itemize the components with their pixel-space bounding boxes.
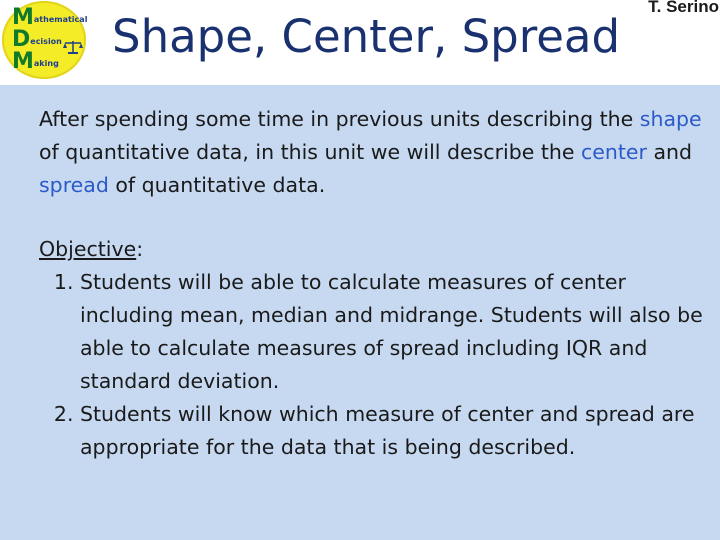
author-name: T. Serino [648,0,719,16]
keyword-center: center [581,140,647,164]
logo-letter: M [12,5,34,30]
balance-scale-icon [62,39,84,55]
objective-item: 1. Students will be able to calculate measures of center including mean, median and midrange. Students will also be able to calculate measures of spread including IQR and standard deviation. [80,266,714,398]
intro-text: of quantitative data, in this unit we will describe the [39,140,581,164]
objective-colon: : [136,237,144,261]
keyword-spread: spread [39,173,109,197]
objective-heading [39,233,714,266]
logo-word: ecision [30,37,62,46]
logo-letter: D [12,27,31,52]
intro-text: and [646,140,693,164]
objective-label: Objective [39,237,137,261]
mdm-logo [2,1,86,79]
slide-body [39,103,714,464]
slide-title: Shape, Center, Spread [112,10,621,63]
intro-paragraph [39,103,714,202]
logo-row-making [12,51,59,73]
objective-list [39,266,714,464]
logo-word: aking [33,59,59,68]
intro-text: of quantitative data. [108,173,326,197]
slide-header [0,0,720,85]
logo-row-mathematical [12,7,87,29]
intro-text: After spending some time in previous units describing the [39,107,640,131]
objective-item: 2. Students will know which measure of center and spread are appropriate for the data that is being described. [80,398,714,464]
logo-word: athematical [33,15,88,24]
logo-row-decision [12,29,62,51]
logo-letter: M [12,49,34,74]
keyword-shape: shape [639,107,702,131]
